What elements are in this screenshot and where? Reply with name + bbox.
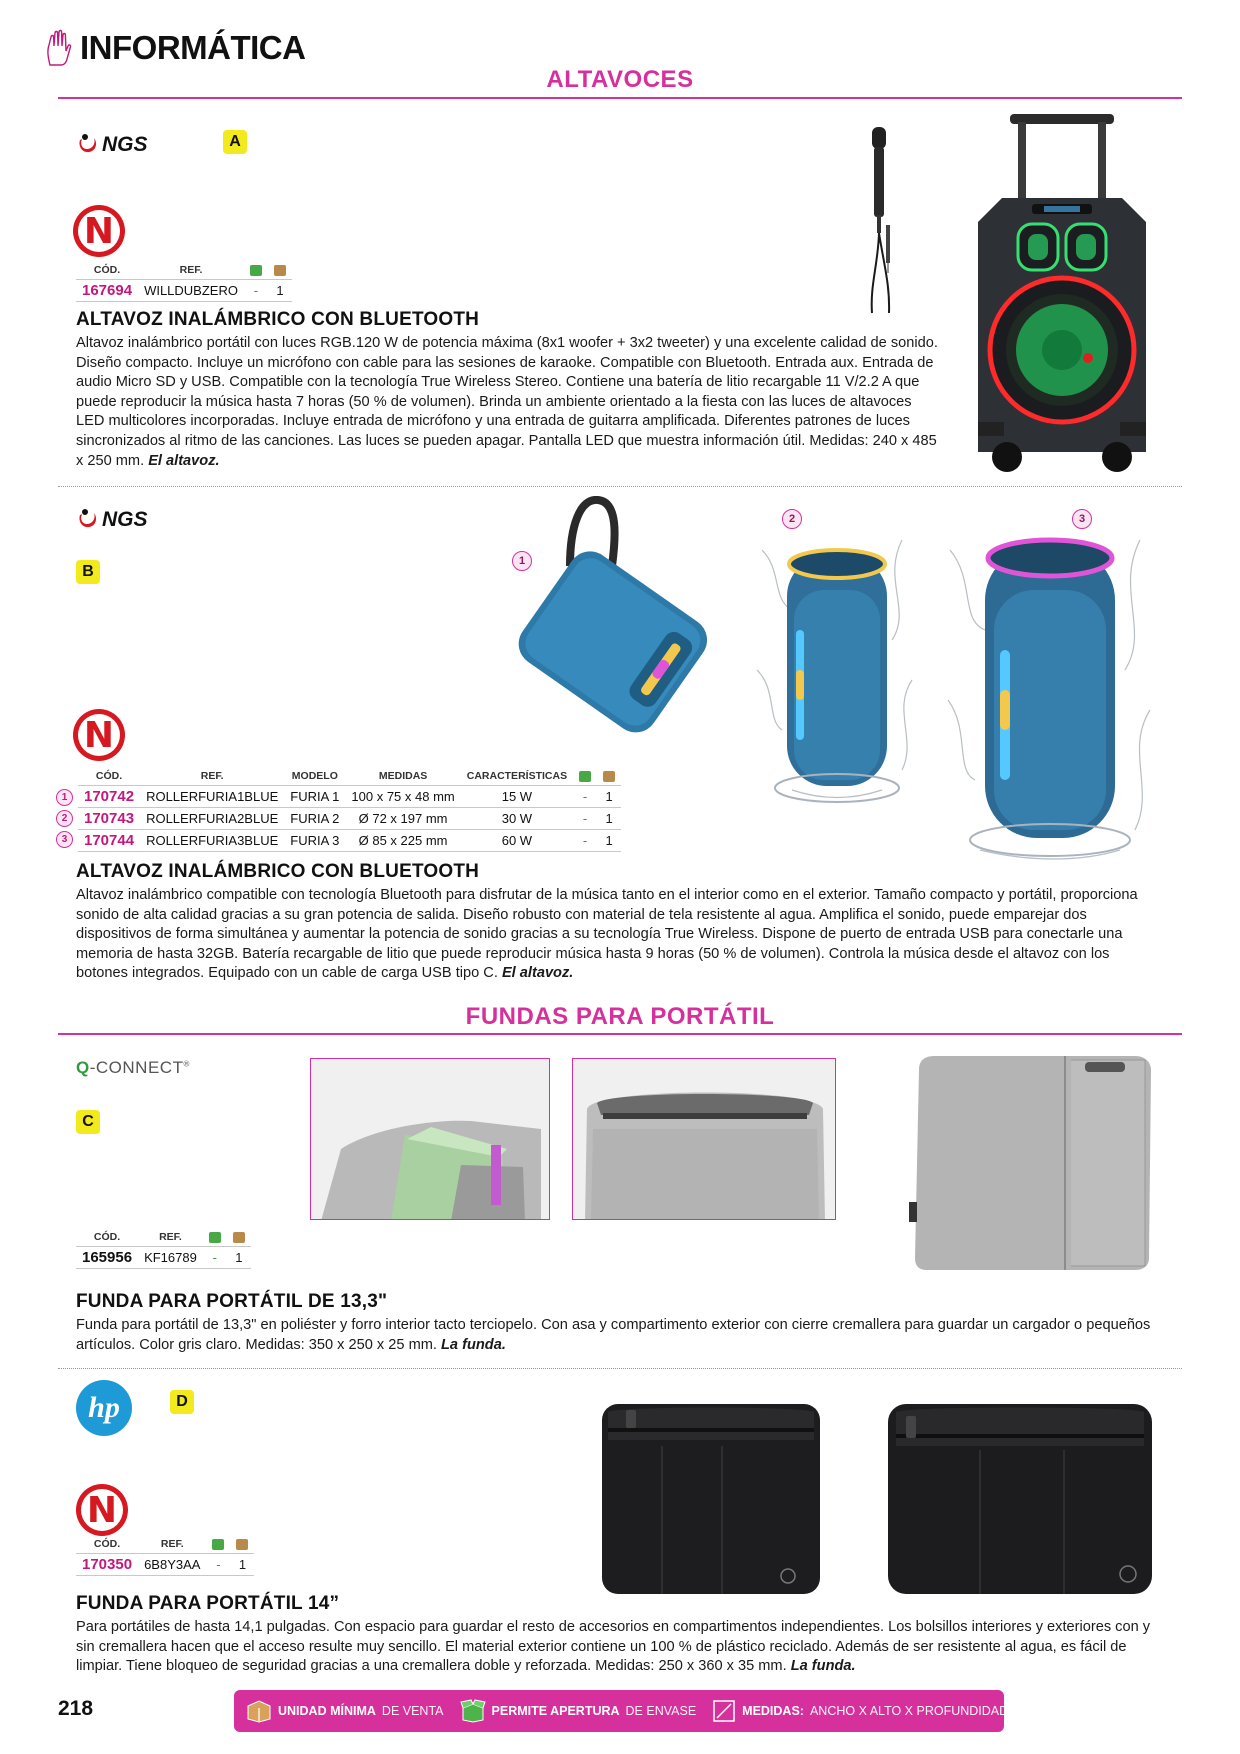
code-table-b [78, 770, 621, 852]
sleeve-detail-image-1 [310, 1058, 550, 1220]
col-ref: REF. [179, 264, 203, 276]
product-title-b: ALTAVOZ INALÁMBRICO CON BLUETOOTH [76, 861, 480, 882]
microphone-image [862, 125, 908, 317]
section-rule [58, 97, 1182, 99]
col-cod: CÓD. [93, 1538, 121, 1550]
section-divider [58, 1368, 1182, 1369]
ngs-logo [76, 505, 196, 538]
open-pack-cell: - [573, 786, 597, 808]
product-title-c: FUNDA PARA PORTÁTIL DE 13,3" [76, 1291, 388, 1312]
registered-mark: ® [183, 1059, 190, 1069]
table-row [76, 280, 292, 302]
ngs-logo-text: NGS [102, 508, 148, 531]
image-label-1: 1 [512, 551, 532, 571]
ngs-logo [76, 130, 196, 163]
table-row [76, 1554, 254, 1576]
sale-unit: La funda. [441, 1336, 506, 1353]
code-cell: 165956 [76, 1247, 138, 1269]
speaker-furia3-image [940, 510, 1160, 870]
legend-min-unit [246, 1699, 444, 1723]
product-description-a [76, 334, 942, 471]
col-unit [230, 1538, 254, 1554]
page-header [44, 26, 305, 70]
box-icon [233, 1232, 245, 1243]
open-pack-cell: - [573, 830, 597, 852]
speaker-furia2-image [752, 520, 922, 820]
image-label-3: 3 [1072, 509, 1092, 529]
legend-open-rest: DE ENVASE [625, 1704, 697, 1718]
model-cell: FURIA 1 [284, 786, 345, 808]
open-pack-cell: - [244, 280, 268, 302]
party-speaker-image [962, 112, 1162, 482]
code-table-d [76, 1538, 254, 1576]
box-icon [274, 265, 286, 276]
image-label-2: 2 [782, 509, 802, 529]
col-open [203, 1231, 227, 1247]
code-table-body [76, 280, 292, 302]
col-modelo: MODELO [291, 770, 338, 782]
ref-cell: 6B8Y3AA [138, 1554, 206, 1576]
col-ref: REF. [200, 770, 224, 782]
qconnect-logo [76, 1058, 190, 1078]
col-ref: REF. [160, 1538, 184, 1550]
legend-measures [712, 1699, 1008, 1723]
legend-measures-bold: MEDIDAS: [742, 1704, 804, 1718]
model-cell: FURIA 3 [284, 830, 345, 852]
legend-min-unit-bold: UNIDAD MÍNIMA [278, 1704, 376, 1718]
code-table-a [76, 264, 292, 302]
model-cell: FURIA 2 [284, 808, 345, 830]
col-cod: CÓD. [93, 1231, 121, 1243]
min-unit-cell: 1 [227, 1247, 251, 1269]
sale-unit: El altavoz. [501, 965, 574, 982]
col-caract: CARACTERÍSTICAS [466, 770, 568, 782]
product-description-d [76, 1618, 1162, 1677]
table-row [78, 830, 621, 852]
description-text: Altavoz inalámbrico compatible con tecnología Bluetooth para disfrutar de la música tanto en el interior como en el exterior. Tamaño compacto y portátil, proporciona sonido de alta calidad gracias a su gran potencia de salida. Diseño robusto con material de tela resistente al agua. Amplifica el sonido, puede emparejar dos dispositivos de forma simultánea y aumentar la potencia de sonido gracias a su tecnología True Wireless. Dispone de puerto de entrada USB para conectarle una memoria de hasta 32GB. Batería recargable de litio que puede reproducir música hasta 9 horas (50 % de volumen). Controla la música desde el altavoz con los botones integrados. Equipado con un cable de carga USB tipo C. [76, 887, 1138, 982]
col-cod: CÓD. [95, 770, 123, 782]
open-box-icon [250, 265, 262, 276]
product-title-d: FUNDA PARA PORTÁTIL 14” [76, 1593, 340, 1614]
min-unit-cell: 1 [230, 1554, 254, 1576]
legend-measures-rest: ANCHO X ALTO X PROFUNDIDAD [809, 1704, 1009, 1718]
col-open [573, 770, 597, 786]
product-description-b [76, 886, 1162, 984]
table-header-row [76, 1231, 251, 1247]
min-unit-cell: 1 [597, 786, 621, 808]
table-header-row [76, 264, 292, 280]
legend-min-unit-rest: DE VENTA [381, 1704, 444, 1718]
ref-cell: ROLLERFURIA1BLUE [140, 786, 284, 808]
col-unit [597, 770, 621, 786]
new-badge-letter: N [78, 210, 120, 252]
section-title-sleeves: FUNDAS PARA PORTÁTIL [465, 1003, 775, 1030]
hp-logo [76, 1380, 132, 1436]
col-open [244, 264, 268, 280]
new-badge-letter: N [81, 1489, 123, 1531]
sale-unit: La funda. [790, 1658, 856, 1675]
page-number: 218 [58, 1697, 94, 1720]
code-cell: 170743 [78, 808, 140, 830]
code-cell: 170742 [78, 786, 140, 808]
qconnect-logo-rest: -CONNECT [89, 1058, 184, 1077]
legend-bar [234, 1690, 1009, 1732]
product-letter-d: D [170, 1390, 194, 1414]
col-medidas: MEDIDAS [378, 770, 428, 782]
col-open [206, 1538, 230, 1554]
black-sleeve-image-2 [884, 1398, 1156, 1598]
features-cell: 30 W [461, 808, 573, 830]
ref-cell: ROLLERFURIA2BLUE [140, 808, 284, 830]
product-title-a: ALTAVOZ INALÁMBRICO CON BLUETOOTH [76, 309, 480, 330]
product-description-c [76, 1316, 1162, 1355]
code-table-body [78, 786, 621, 852]
row-markers [56, 788, 78, 848]
legend-open-pack [460, 1699, 697, 1723]
col-unit [227, 1231, 251, 1247]
measures-cell: 100 x 75 x 48 mm [345, 786, 460, 808]
code-table-body [76, 1554, 254, 1576]
box-icon [603, 771, 615, 782]
open-box-icon [460, 1699, 486, 1723]
qconnect-logo-mark: Q [76, 1058, 90, 1077]
sleeve-detail-image-2 [572, 1058, 836, 1220]
row-marker-2: 2 [56, 810, 73, 827]
min-unit-cell: 1 [597, 830, 621, 852]
ref-cell: KF16789 [138, 1247, 203, 1269]
product-letter-b: B [76, 560, 100, 584]
code-table-c [76, 1231, 251, 1269]
section-title-speakers: ALTAVOCES [546, 66, 694, 93]
features-cell: 15 W [461, 786, 573, 808]
code-cell: 170350 [76, 1554, 138, 1576]
open-box-icon [579, 771, 591, 782]
new-badge-icon [73, 205, 125, 257]
hand-icon [44, 29, 74, 67]
col-ref: REF. [159, 1231, 182, 1243]
sale-unit: El altavoz. [148, 452, 220, 469]
table-row [76, 1247, 251, 1269]
open-pack-cell: - [203, 1247, 227, 1269]
new-badge-icon [73, 709, 125, 761]
ref-cell: ROLLERFURIA3BLUE [140, 830, 284, 852]
page-title: INFORMÁTICA [80, 29, 306, 66]
product-letter-c: C [76, 1110, 100, 1134]
box-icon [246, 1699, 272, 1723]
min-unit-cell: 1 [268, 280, 292, 302]
table-header-row [78, 770, 621, 786]
code-cell: 167694 [76, 280, 138, 302]
speaker-furia1-image [500, 496, 720, 746]
measures-cell: Ø 72 x 197 mm [345, 808, 460, 830]
black-sleeve-image-1 [598, 1398, 824, 1598]
features-cell: 60 W [461, 830, 573, 852]
open-box-icon [212, 1539, 224, 1550]
open-pack-cell: - [573, 808, 597, 830]
table-header-row [76, 1538, 254, 1554]
sleeve-main-image [905, 1052, 1155, 1272]
section-rule [58, 1033, 1182, 1035]
ngs-logo-text: NGS [102, 133, 148, 156]
section-divider [58, 486, 1182, 487]
row-marker-1: 1 [56, 789, 73, 806]
new-badge-letter: N [78, 714, 120, 756]
col-cod: CÓD. [93, 264, 121, 276]
new-badge-icon [76, 1484, 128, 1536]
description-text: Altavoz inalámbrico portátil con luces RGB.120 W de potencia máxima (8x1 woofer + 3x2 tweeter) y una excelente calidad de sonido. Diseño compacto. Incluye un micrófono con cable para las sesiones de karaoke. Compatible con Bluetooth. Entrada aux. Entrada de audio Micro SD y USB. Compatible con la tecnología True Wireless Stereo. Contiene una batería de litio recargable 11 V/2.2 A que puede reproducir la música hasta 7 horas (50 % de volumen). Brinda un ambiente orientado a la fiesta con las luces de altavoces LED multicolores incorporadas. Incluye entrada de micrófono y una entrada de guitarra amplificada. Diferentes patrones de luces sincronizados al ritmo de las canciones. Las luces se pueden apagar. Pantalla LED que muestra información útil. Medidas: 240 x 485 x 250 mm. [76, 335, 938, 469]
box-icon [236, 1539, 248, 1550]
product-letter-a: A [223, 130, 247, 154]
table-row [78, 808, 621, 830]
description-text: Para portátiles de hasta 14,1 pulgadas. Con espacio para guardar el resto de accesorios en compartimentos independientes. Los bolsillos interiores y exteriores con y sin cremallera hacen que el acceso resulte muy sencillo. El material exterior contiene un 100 % de plástico reciclado. Además de ser resistente al agua, es fácil de limpiar. Tiene bloqueo de seguridad gracias a una cremallera doble y reforzada. Medidas: 250 x 360 x 35 mm. [76, 1619, 1151, 1675]
description-text: Funda para portátil de 13,3" en poliéster y forro interior tacto terciopelo. Con asa y compartimento exterior con cierre cremallera para guardar un cargador o pequeños artículos. Color gris claro. Medidas: 350 x 250 x 25 mm. [76, 1317, 1151, 1353]
hp-logo-text: hp [88, 1391, 120, 1424]
row-marker-3: 3 [56, 831, 73, 848]
measure-icon [712, 1699, 736, 1723]
legend-open-bold: PERMITE APERTURA [491, 1704, 620, 1718]
code-table-body [76, 1247, 251, 1269]
col-unit [268, 264, 292, 280]
open-pack-cell: - [206, 1554, 230, 1576]
table-row [78, 786, 621, 808]
min-unit-cell: 1 [597, 808, 621, 830]
ref-cell: WILLDUBZERO [138, 280, 244, 302]
open-box-icon [209, 1232, 221, 1243]
code-cell: 170744 [78, 830, 140, 852]
measures-cell: Ø 85 x 225 mm [345, 830, 460, 852]
